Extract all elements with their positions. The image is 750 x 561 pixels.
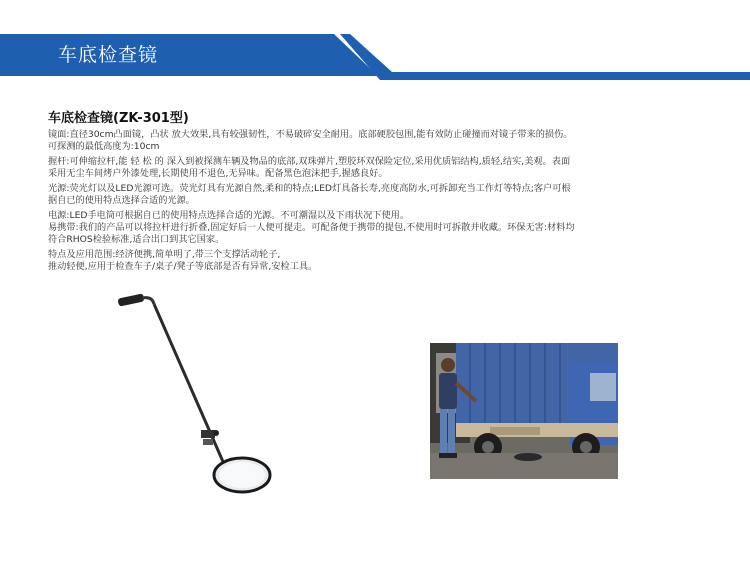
spec-light-source (48, 183, 688, 207)
header-banner (0, 0, 750, 90)
text-line: 特点及应用范围:经济便携,简单明了,带三个支撑活动轮子, (48, 249, 281, 260)
text-line: 光源:荧光灯以及LED光源可选。荧光灯具有光源自然,柔和的特点;LED灯具备长寿,亮度高防水,可拆卸充当工作灯等特点;客户可根 (48, 183, 571, 194)
text-line: 易携带:我们的产品可以将拉杆进行折叠,固定好后一人便可提走。可配备便于携带的提包,不使用时可拆散并收藏。环保无害:材料均 (48, 222, 575, 233)
spec-power-portability (48, 210, 688, 246)
text-line: 可探测的最低高度为:10cm (48, 141, 160, 152)
page-title: 车底检查镜 (58, 44, 159, 66)
inspection-mirror-image (112, 292, 302, 497)
text-line: 据自已的使用特点选择合适的光源。 (48, 195, 195, 206)
product-title: 车底检查镜(ZK-301型) (48, 111, 189, 126)
spec-features (48, 249, 688, 273)
product-description (48, 110, 688, 276)
banner-title-block (0, 34, 378, 76)
spec-mirror (48, 129, 688, 153)
text-line: 推动轻便,应用于检查车子/桌子/凳子等底部是否有异常,安检工具。 (48, 261, 318, 272)
text-line: 采用无尘车间烤户外漆处理,长期使用不退色,无异味。配备黑色泡沫把手,握感良好。 (48, 168, 388, 179)
text-line: 符合RHOS检验标准,适合出口到其它国家。 (48, 234, 225, 245)
text-line: 握杆:可伸缩拉杆,能 轻 松 的 深入到被探测车辆及物品的底部,双珠弹片,塑胶环双保险定位,采用优质铝结构,质轻,结实,美观。表面 (48, 156, 571, 167)
text-line: 镜面:直径30cm凸面镜，凸状 放大效果,具有较强韧性，不易破碎安全耐用。底部硬胶包围,能有效防止碰撞而对镜子带来的损伤。 (48, 129, 573, 140)
text-line: 电源:LED手电筒可根据自已的使用特点选择合适的光源。不可潮湿以及下雨状况下使用。 (48, 210, 410, 221)
banner-stripe (340, 34, 750, 80)
spec-handle (48, 156, 688, 180)
usage-photo (430, 343, 618, 479)
